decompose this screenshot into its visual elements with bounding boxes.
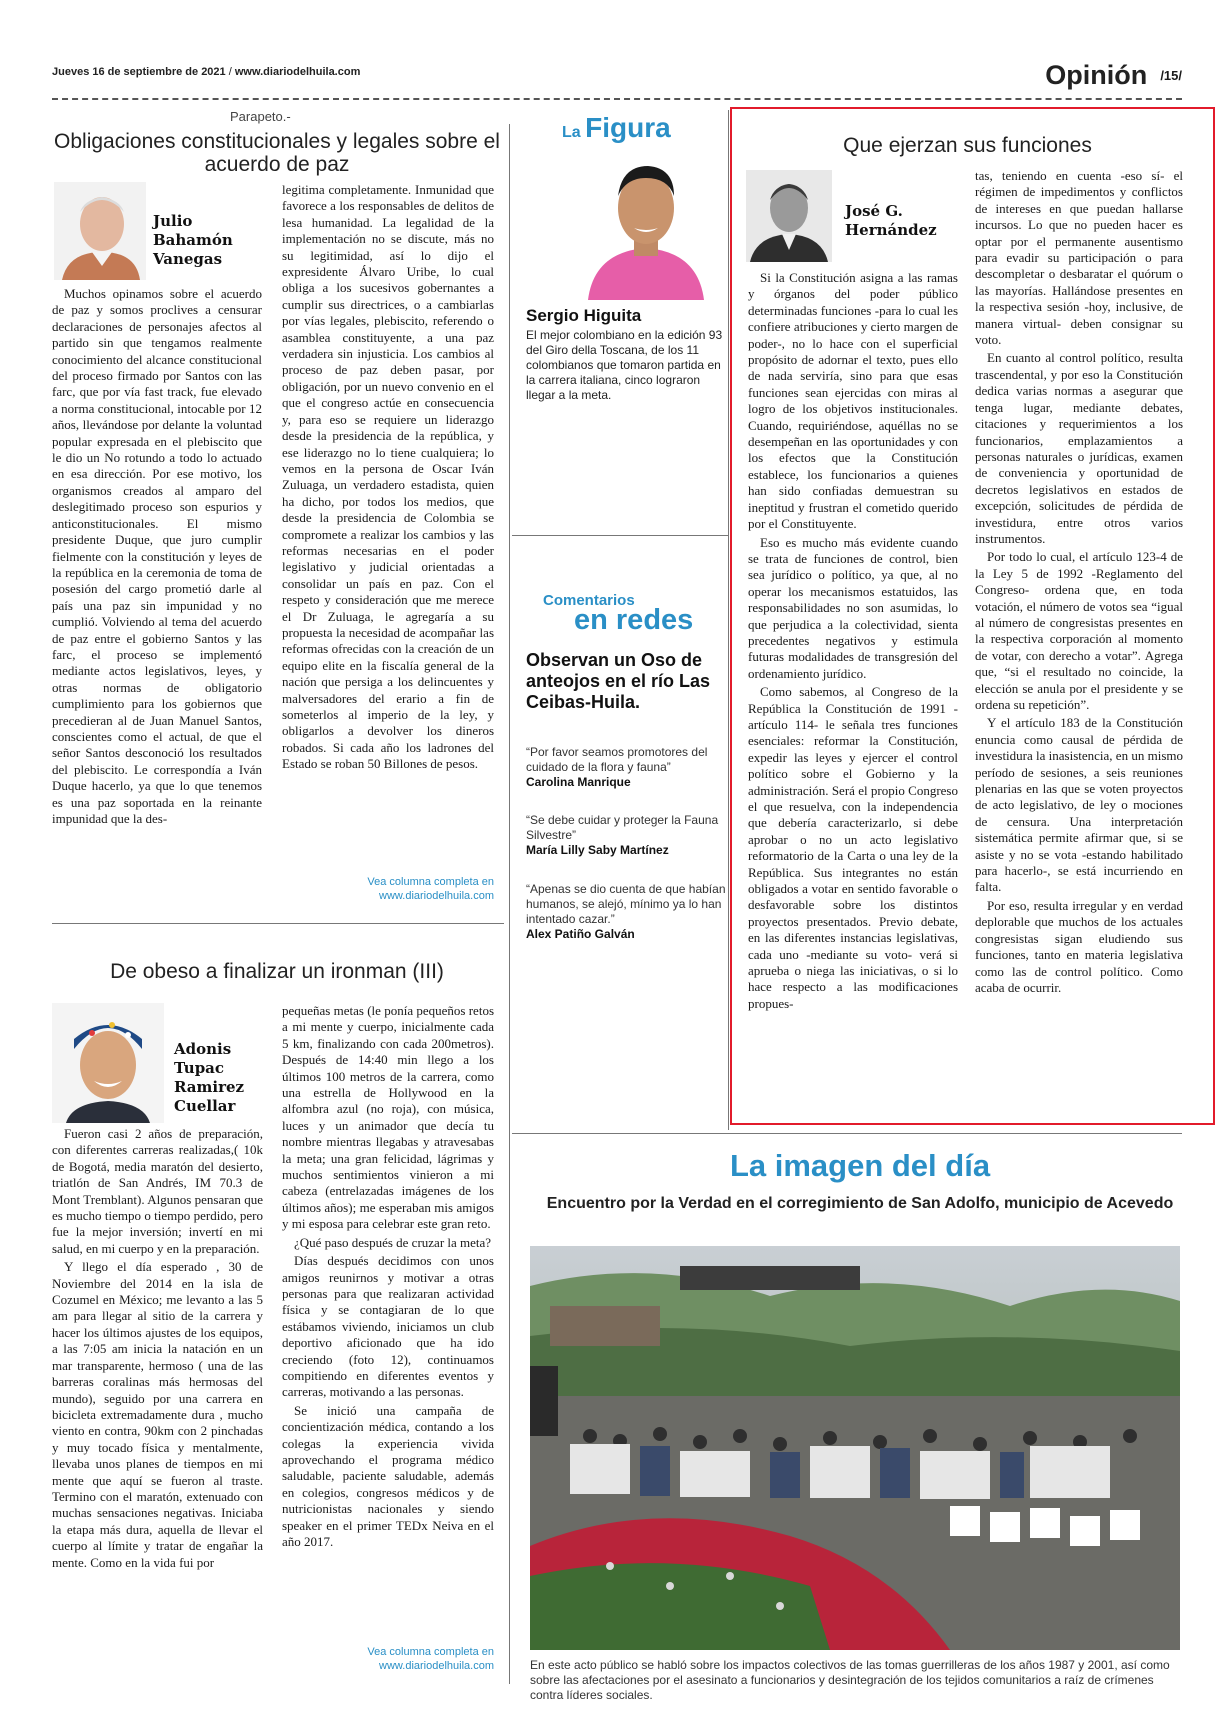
link-line-2[interactable]: www.diariodelhuila.com [379,890,494,902]
author-name-jose: José G. Hernández [845,202,937,239]
column-divider [509,124,510,1684]
figura-title-big: Figura [585,112,671,143]
issue-date: Jueves 16 de septiembre de 2021 [52,66,226,78]
article-title-ironman: De obeso a finalizar un ironman (III) [110,960,444,983]
cyclist-portrait-icon [578,152,714,300]
paragraph: Se inició una campaña de concientización médica, contando a los colegas la experiencia vivida aprovechando el programa médico saludable, paciente saludable, además en colegios, congresos médicos y de nutricionistas nacionales y siendo speaker en el primer TEDx Neiva en el año 2017. [282,1402,494,1549]
comment-text: “Por favor seamos promotores del cuidado de la flora y fauna” [526,745,708,774]
imagen-title: La imagen del día [729,1148,991,1183]
author-photo-julio [54,182,146,280]
paragraph: tas, teniendo en cuenta -eso sí- el régimen de impedimentos y conflictos de intereses en que puedan hallarse incursos. Lo que no pueden hacer es optar por el permanente ausentismo para evadir su participación o para descompletar o desbaratar el quórum o las mayorías. Hallándose presentes en la respectiva sesión -hoy, inclusive, de manera virtual- deben consignar su voto. [975,168,1183,348]
issue-date-line [52,66,360,78]
section-label [1045,60,1182,91]
author-portrait-icon [746,170,832,262]
paragraph: Y el artículo 183 de la Constitución enuncia como causal de pérdida de investidura la inasistencia, en un mismo período de sesiones, a seis reuniones plenarias en las que se voten proyectos de acto legislativo, de ley o mociones de censura. Una interpretación sistemática permite afirmar que, si se asiste y no se vota -estando habilitado para hacerlo-, se está incurriendo en falta. [975,715,1183,895]
section-divider [512,1133,1182,1134]
imagen-subtitle: Encuentro por la Verdad en el corregimiento de San Adolfo, municipio de Acevedo [546,1195,1174,1212]
paragraph: legitima completamente. Inmunidad que favorece a los responsables de delitos de lesa humanidad. La legalidad de la implementación no se discute, más no su legitimidad, así lo dijo el expresidente Álvaro Uribe, lo cual obliga a los sucesivos gobernantes a cumplir sus directrices, o a cambiarlas por vías legales, plebiscito, referendo o asamblea constituyente, a una paz verdadera sin injusticia. Los cambios al proceso de paz deben pasar, por obligación, por un nuevo convenio en el que el congreso actúe en consecuencia y, para eso se requiere un liderazgo desde la presidencia de la república, y ese liderazgo no lo tiene cualquiera; lo vemos en la persona de Oscar Iván Zuluaga, un verdadero estadista, quien ha dicho, por todos los medios, que desde la presidencia de Colombia se compromete a realizar los cambios y las reformas necesarias en el poder legislativo y judicial orientadas a consolidar un país en paz. Con el respeto y consideración que me merece el Dr Zuluaga, le agregaría a su propuesta la necesidad de acompañar las reformas ofrecidas con la creación de un equipo elite en la fiscalía general de la nación que persiga a los delincuentes y malversadores del erario a fin de someterlos al imperio de la ley, y obligarlos a devolver los dineros robados. Si cada año los ladrones del Estado se roban 50 Billones de pesos. [282,182,494,772]
comment-item [526,882,736,942]
figura-heading [562,112,671,144]
paragraph: Por eso, resulta irregular y en verdad deplorable que muchos de los actuales congresistas sigan eludiendo sus funciones, tanto en materia legislativa como las de control político. Como acaba de ocurrir. [975,897,1183,995]
comment-author: María Lilly Saby Martínez [526,843,669,857]
article-body-col-a [748,270,958,1100]
paragraph: ¿Qué paso después de cruzar la meta? [294,1234,492,1250]
site-url[interactable]: www.diariodelhuila.com [234,66,361,78]
article-body-col-a [52,1126,263,1631]
comment-item [526,745,736,790]
paragraph: Fueron casi 2 años de preparación, con diferentes carreras realizadas,( 10k de Bogotá, media maratón del desierto, triatlón de San Andrés, IM 70.3 de Mont Tremblant). Algunos pensaran que es mucho tiempo o tiempo perdido, pero fue la mejor inversión; invertí en mi salud, en mi cuerpo y en la preparación. [52,1126,263,1256]
column-kicker: Parapeto.- [230,109,291,124]
issue-separator: / [228,66,232,78]
page-number: /15/ [1160,68,1182,83]
comment-author: Alex Patiño Galván [526,927,635,941]
article-title-parapeto: Obligaciones constitucionales y legales sobre el acuerdo de paz [54,130,500,176]
article-body-col-b [975,168,1183,1103]
paragraph: Eso es mucho más evidente cuando se trata de funciones de control, bien sea jurídico o político, ya que, al no operar los mecanismos estatuidos, las responsabilidades no son asumidas, lo que perjudica a la colectividad, sienta precedentes negativos y estimula futuras modalidades de transgresión del ordenamiento jurídico. [748,534,958,681]
author-portrait-icon [52,1003,164,1123]
paragraph: En cuanto al control político, resulta trascendental, y por eso la Constitución dedica varias normas a asegurar que tenga lugar, mediante debates, citaciones y requerimientos a los funcionarios, emplazamientos a personas naturales o jurídicas, examen de conveniencia y oportunidad de decretos legislativos en estados de excepción, solicitudes de pérdida de investidura, entre otros varios instrumentos. [975,350,1183,546]
paragraph: pequeñas metas (le ponía pequeños retos a mi mente y cuerpo, inicialmente cada 5 km, finalizando con cada 200metros). Después de 14:40 min llego a los últimos 100 metros de la carrera, como una estrella de Hollywood en la alfombra azul (no roja), con música, luces y un animador que decía tu nombre mientras llegabas y atravesabas la meta; una gran felicidad, lágrimas y muchos sentimientos vinieron a mi cabeza (entrelazadas imágenes de los últimos años); me esperaban mis amigos y mi esposa para celebrar este gran reto. [282,1003,494,1232]
imagen-caption: En este acto público se habló sobre los impactos colectivos de las tomas guerrilleras de los años 1987 y 2001, así como sobre las afectaciones por el asesinato a funcionarios y desintegración de los tejidos comunitarios a raíz de crímenes contra líderes sociales. [530,1658,1170,1702]
comment-text: “Se debe cuidar y proteger la Fauna Silvestre” [526,813,719,842]
author-photo-adonis [52,1003,164,1123]
paragraph: Días después decidimos con unos amigos reunirnos y motivar a otras personas para que realizaran actividad física y se contagiaran de lo que estábamos viviendo, iniciamos un club deportivo aficionado que ha ido creciendo (foto 12), continuamos compitiendo en diferentes eventos y carreras, motivando a las personas. [282,1253,494,1400]
figura-description: El mejor colombiano en la edición 93 del Giro della Toscana, de los 11 colombianos que tomaron partida en la carrera italiana, cinco lograron llegar a la meta. [526,328,723,402]
figura-title-small: La [562,124,581,141]
masthead [52,60,1182,102]
full-column-link[interactable] [282,875,494,903]
author-name-julio: Julio Bahamón Vanegas [153,212,233,268]
link-line-1[interactable]: Vea columna completa en [367,1646,494,1658]
article-body-col-a [52,286,262,906]
paragraph: Si la Constitución asigna a las ramas y órganos del poder público determinadas funciones -para lo cual les confiere atribuciones y cierto margen de poder-, no lo hace con el superficial propósito de adornar el texto, pues ello de nada serviría, sino para que esas funciones sean ejercidas con miras al logro de los objetivos institucionales. Cuando, requiriéndose, aquéllas no se desempeñan en las oportunidades y con los efectos que la Constitución establece, los funcionarios a quienes han sido confiadas demuestran su ineptitud y frustran el cometido querido por el Constituyente. [748,270,958,532]
link-line-1[interactable]: Vea columna completa en [367,876,494,888]
comment-text: “Apenas se dio cuenta de que habían humanos, se alejó, mínimo ya lo han intentado cazar.” [526,882,726,926]
section-divider [512,535,728,536]
full-column-link[interactable] [282,1645,494,1673]
author-portrait-icon [54,182,146,280]
crowd-photo-icon [530,1246,1180,1650]
section-divider [52,923,504,924]
column-divider [728,110,729,1130]
article-body-col-b [282,182,494,870]
author-name-adonis: Adonis Tupac Ramirez Cuellar [174,1040,245,1115]
article-title-funciones: Que ejerzan sus funciones [843,134,1092,157]
article-body-col-b [282,1003,494,1643]
comment-author: Carolina Manrique [526,775,631,789]
paragraph: Como sabemos, al Congreso de la República la Constitución de 1991 -artículo 114- le señala tres funciones esenciales: reformar la Constitución, expedir las leyes y ejercer el control político sobre el Gobierno y la administración. Será el propio Congreso el que resuelva, con la independencia que debería caracterizarlo, si debe aprobar o no un acto legislativo reformatorio de la Carta o una ley de la República. Sus integrantes no están obligados a votar en sentido favorable o desfavorable sobre los distintos proyectos presentados. Previo debate, en las diferentes instancias legislativas, cada uno -mediante su voto- verá si aprueba o niega las iniciativas, o si lo hace respecto a las modificaciones propues- [748,684,958,1011]
paragraph: Y llego el día esperado , 30 de Noviembre del 2014 en la isla de Cozumel en México; me levanto a las 5 am para llegar al sitio de la carrera y hacer los últimos ajustes de los equipos, a las 7:05 am inicia la natación en un mar transparente, hermoso ( una de las barreras coralinas más hermosas del mundo), seguido por una carrera en bicicleta extremadamente dura , mucho viento en contra, 90km con 2 pinchadas y muy tocado física y mentalmente, llevaba unos planes de tiempos en mi mente que aquí se fueron al traste. Termino con el maratón, extenuado con muchas sensaciones negativas. Iniciaba la etapa más dura, aquella de llevar el cuerpo al límite y tratar de engañar la mente. Como en la vida fui por [52,1259,263,1570]
figura-photo [578,152,714,300]
paragraph: Muchos opinamos sobre el acuerdo de paz y somos proclives a censurar declaraciones de personajes afectos al partido sin que tengamos realmente conocimiento del alcance constitucional del proceso firmado por Santos con las farc, que por vía fast track, fue elevado a norma constitucional, intocable por 12 años, llevándose por delante la voluntad popular expresada en el plebiscito que le dio un No rotundo a todo lo actuado en esa dirección. Por ese motivo, los organismos creados al amparo del deslegitimado proceso son espurios y anticonstitucionales. El mismo presidente Duque, que juro cumplir fielmente con la constitución y leyes de la república en la ceremonia de toma de posesión del cargo prometió darle al país una paz sin impunidad y no cumplió. Volviendo al tema del acuerdo de paz entre el gobierno Santos y las farc, el proceso se implementó mediante actos legislativos, leyes, y otras normas de obligatorio cumplimiento para los gobiernos que precedieran al de Juan Manuel Santos, conscientes como el actual, de que el señor Santos desconoció los resultados del plebiscito. Le correspondía a Iván Duque hacerlo, ya que lo que tenemos es una paz soportada en la reinante impunidad que la des- [52,286,262,826]
redes-headline: Observan un Oso de anteojos en el río Las Ceibas-Huila. [526,650,711,712]
author-photo-jose [746,170,832,262]
section-name: Opinión [1045,60,1148,90]
header-rule [52,98,1182,100]
redes-title-big: en redes [574,604,694,636]
redes-title-small: Comentarios [543,592,635,609]
paragraph: Por todo lo cual, el artículo 123-4 de la Ley 5 de 1992 -Reglamento del Congreso- ordena que, en toda votación, el número de votos sea “igual al número de congresistas presentes en la respectiva corporación al momento de votar, con derecho a votar”. Agrega que, “si el resultado no coincide, la elección se anula por el presidente y se ordena su repetición”. [975,549,1183,712]
comment-item [526,813,736,858]
link-line-2[interactable]: www.diariodelhuila.com [379,1660,494,1672]
figura-name: Sergio Higuita [526,306,642,325]
event-photo [530,1246,1180,1650]
